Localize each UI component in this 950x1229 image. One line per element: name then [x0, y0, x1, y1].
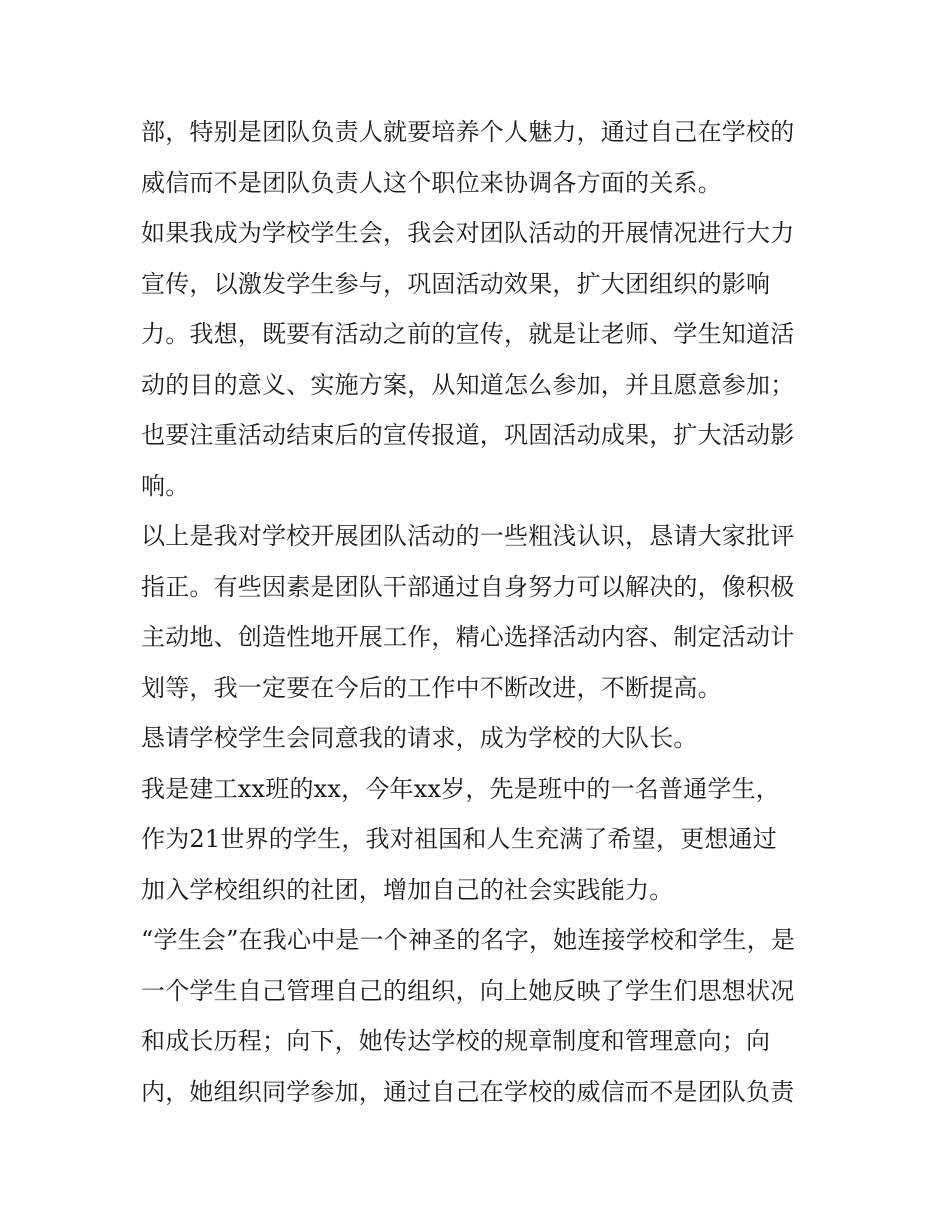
text-line: 划等，我一定要在今后的工作中不断改进，不断提高。: [141, 673, 722, 702]
text-line: 力。我想，既要有活动之前的宣传，就是让老师、学生知道活: [141, 320, 795, 348]
text-line: 动的目的意义、实施方案，从知道怎么参加，并且愿意参加；: [141, 370, 795, 399]
text-line: 恳请学校学生会同意我的请求，成为学校的大队长。: [141, 724, 698, 752]
text-line: 指正。有些因素是团队干部通过自身努力可以解决的，像积极: [141, 572, 795, 601]
text-line: 响。: [141, 471, 190, 500]
text-line: 部，特别是团队负责人就要培养个人魅力，通过自己在学校的: [141, 118, 795, 146]
text-line: 如果我成为学校学生会，我会对团队活动的开展情况进行大力: [141, 219, 795, 247]
text-line: 也要注重活动结束后的宣传报道，巩固活动成果，扩大活动影: [141, 421, 795, 449]
text-line: 威信而不是团队负责人这个职位来协调各方面的关系。: [141, 168, 722, 197]
text-line: 以上是我对学校开展团队活动的一些粗浅认识，恳请大家批评: [141, 522, 795, 550]
text-line: 宣传，以激发学生参与，巩固活动效果，扩大团组织的影响: [141, 269, 771, 298]
text-line: “学生会”在我心中是一个神圣的名字，她连接学校和学生，是: [141, 926, 796, 954]
text-line: 一个学生自己管理自己的组织，向上她反映了学生们思想状况: [141, 976, 795, 1005]
body-text: [141, 107, 821, 1117]
text-line: 主动地、创造性地开展工作，精心选择活动内容、制定活动计: [141, 623, 795, 651]
text-line: 和成长历程；向下，她传达学校的规章制度和管理意向；向: [141, 1027, 771, 1055]
text-line: 我是建工xx班的xx，今年xx岁，先是班中的一名普通学生，: [141, 774, 781, 803]
text-line: 作为21世界的学生，我对祖国和人生充满了希望，更想通过: [141, 825, 777, 853]
text-line: 内，她组织同学参加，通过自己在学校的威信而不是团队负责: [141, 1077, 795, 1106]
text-line: 加入学校组织的社团，增加自己的社会实践能力。: [141, 875, 674, 904]
